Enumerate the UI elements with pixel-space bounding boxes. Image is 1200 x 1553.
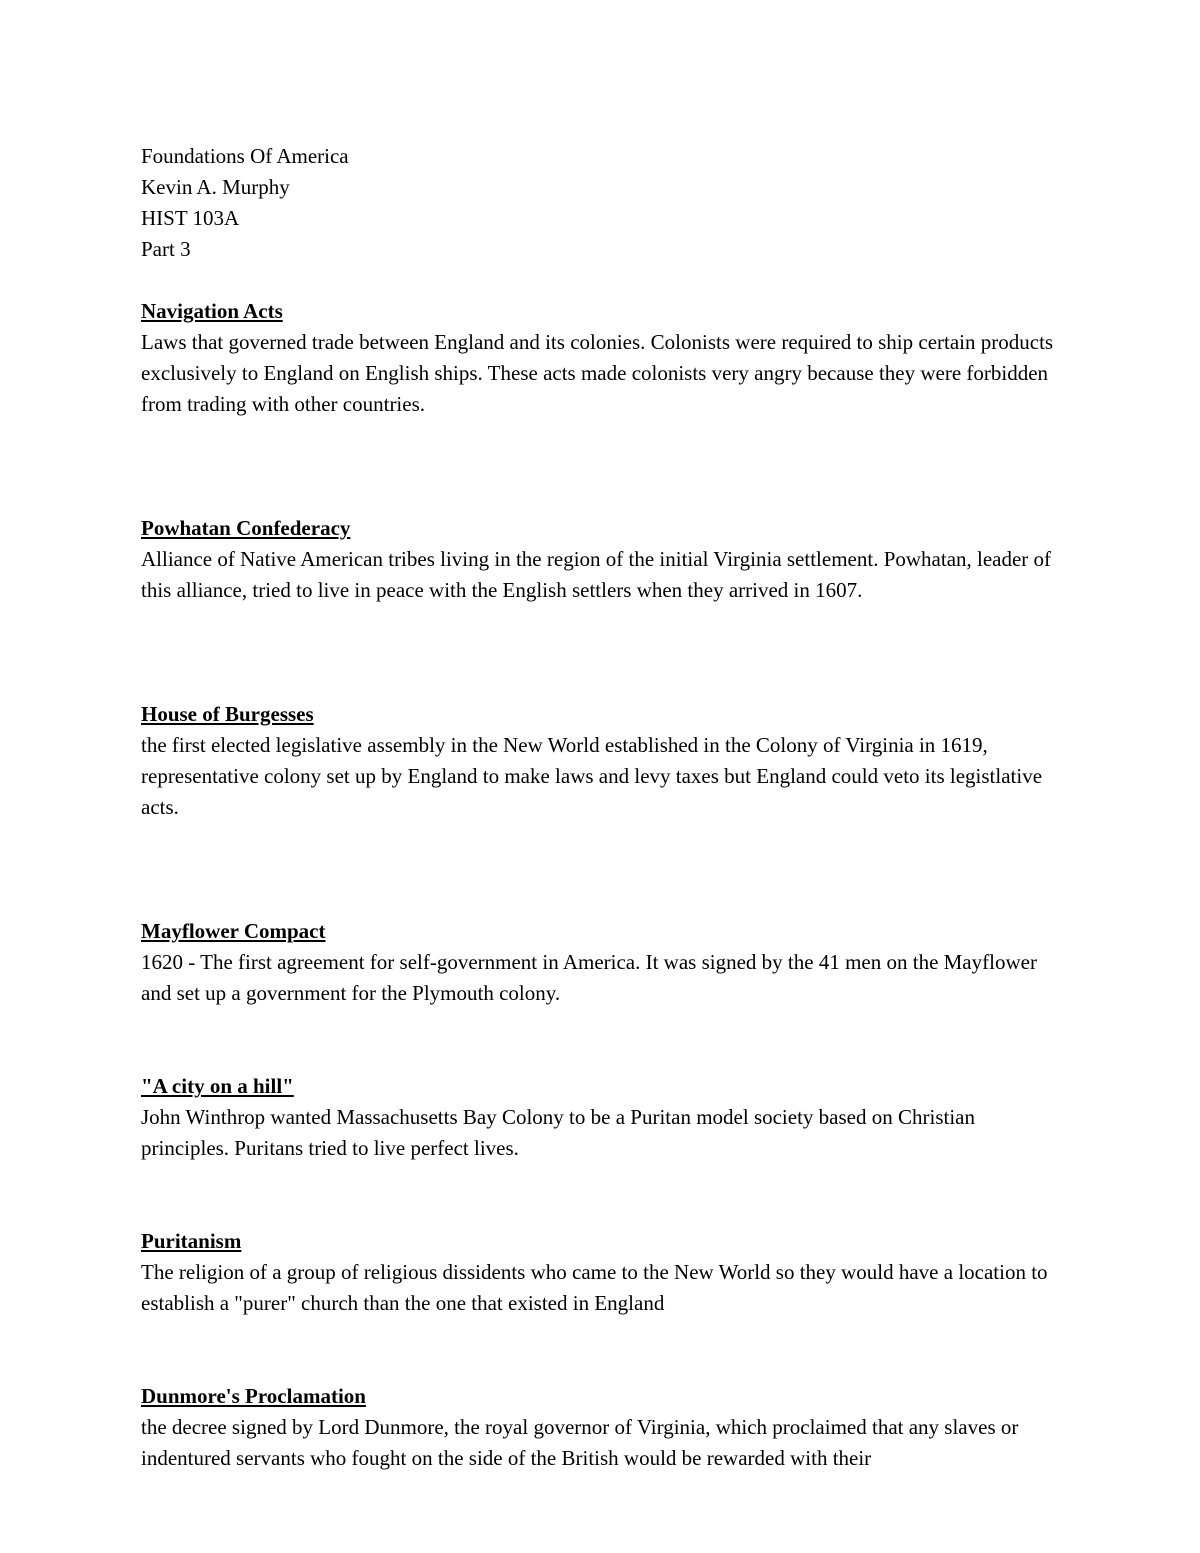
author-name: Kevin A. Murphy bbox=[141, 175, 290, 199]
term-definition: the decree signed by Lord Dunmore, the royal governor of Virginia, which proclaimed that any slaves or indentured servants who fought on the side of the British would be rewarded with their bbox=[141, 1415, 1019, 1470]
term-definition: Laws that governed trade between England and its colonies. Colonists were required to ship certain products exclusively to England on English ships. These acts made colonists very angry because they were forbidden from trading with other countries. bbox=[141, 330, 1054, 416]
term-title: Navigation Acts bbox=[141, 299, 283, 323]
document-title: Foundations Of America bbox=[141, 144, 349, 168]
term-title: House of Burgesses bbox=[141, 702, 314, 726]
term-title: Powhatan Confederacy bbox=[141, 516, 351, 540]
term-dunmores-proclamation bbox=[141, 1381, 1061, 1474]
term-puritanism bbox=[141, 1226, 1061, 1319]
term-title: Puritanism bbox=[141, 1229, 242, 1253]
term-definition: 1620 - The first agreement for self-government in America. It was signed by the 41 men on the Mayflower and set up a government for the Plymouth colony. bbox=[141, 950, 1037, 1005]
term-definition: John Winthrop wanted Massachusetts Bay Colony to be a Puritan model society based on Christian principles. Puritans tried to live perfect lives. bbox=[141, 1105, 975, 1160]
term-mayflower-compact bbox=[141, 916, 1061, 1009]
term-title: Mayflower Compact bbox=[141, 919, 326, 943]
term-city-on-a-hill bbox=[141, 1071, 1061, 1164]
term-title: "A city on a hill" bbox=[141, 1074, 294, 1098]
part-label: Part 3 bbox=[141, 237, 191, 261]
term-navigation-acts bbox=[141, 296, 1061, 420]
document-page bbox=[141, 141, 1061, 1474]
term-definition: the first elected legislative assembly in the New World established in the Colony of Virginia in 1619, representative colony set up by England to make laws and levy taxes but England could veto its legistlative acts. bbox=[141, 733, 1043, 819]
term-title: Dunmore's Proclamation bbox=[141, 1384, 366, 1408]
term-definition: Alliance of Native American tribes living in the region of the initial Virginia settlement. Powhatan, leader of this alliance, tried to live in peace with the English settlers when they arrived in 1607. bbox=[141, 547, 1052, 602]
document-header bbox=[141, 141, 1061, 265]
term-definition: The religion of a group of religious dissidents who came to the New World so they would have a location to establish a "purer" church than the one that existed in England bbox=[141, 1260, 1048, 1315]
term-house-of-burgesses bbox=[141, 699, 1061, 823]
term-powhatan-confederacy bbox=[141, 513, 1061, 606]
course-code: HIST 103A bbox=[141, 206, 240, 230]
